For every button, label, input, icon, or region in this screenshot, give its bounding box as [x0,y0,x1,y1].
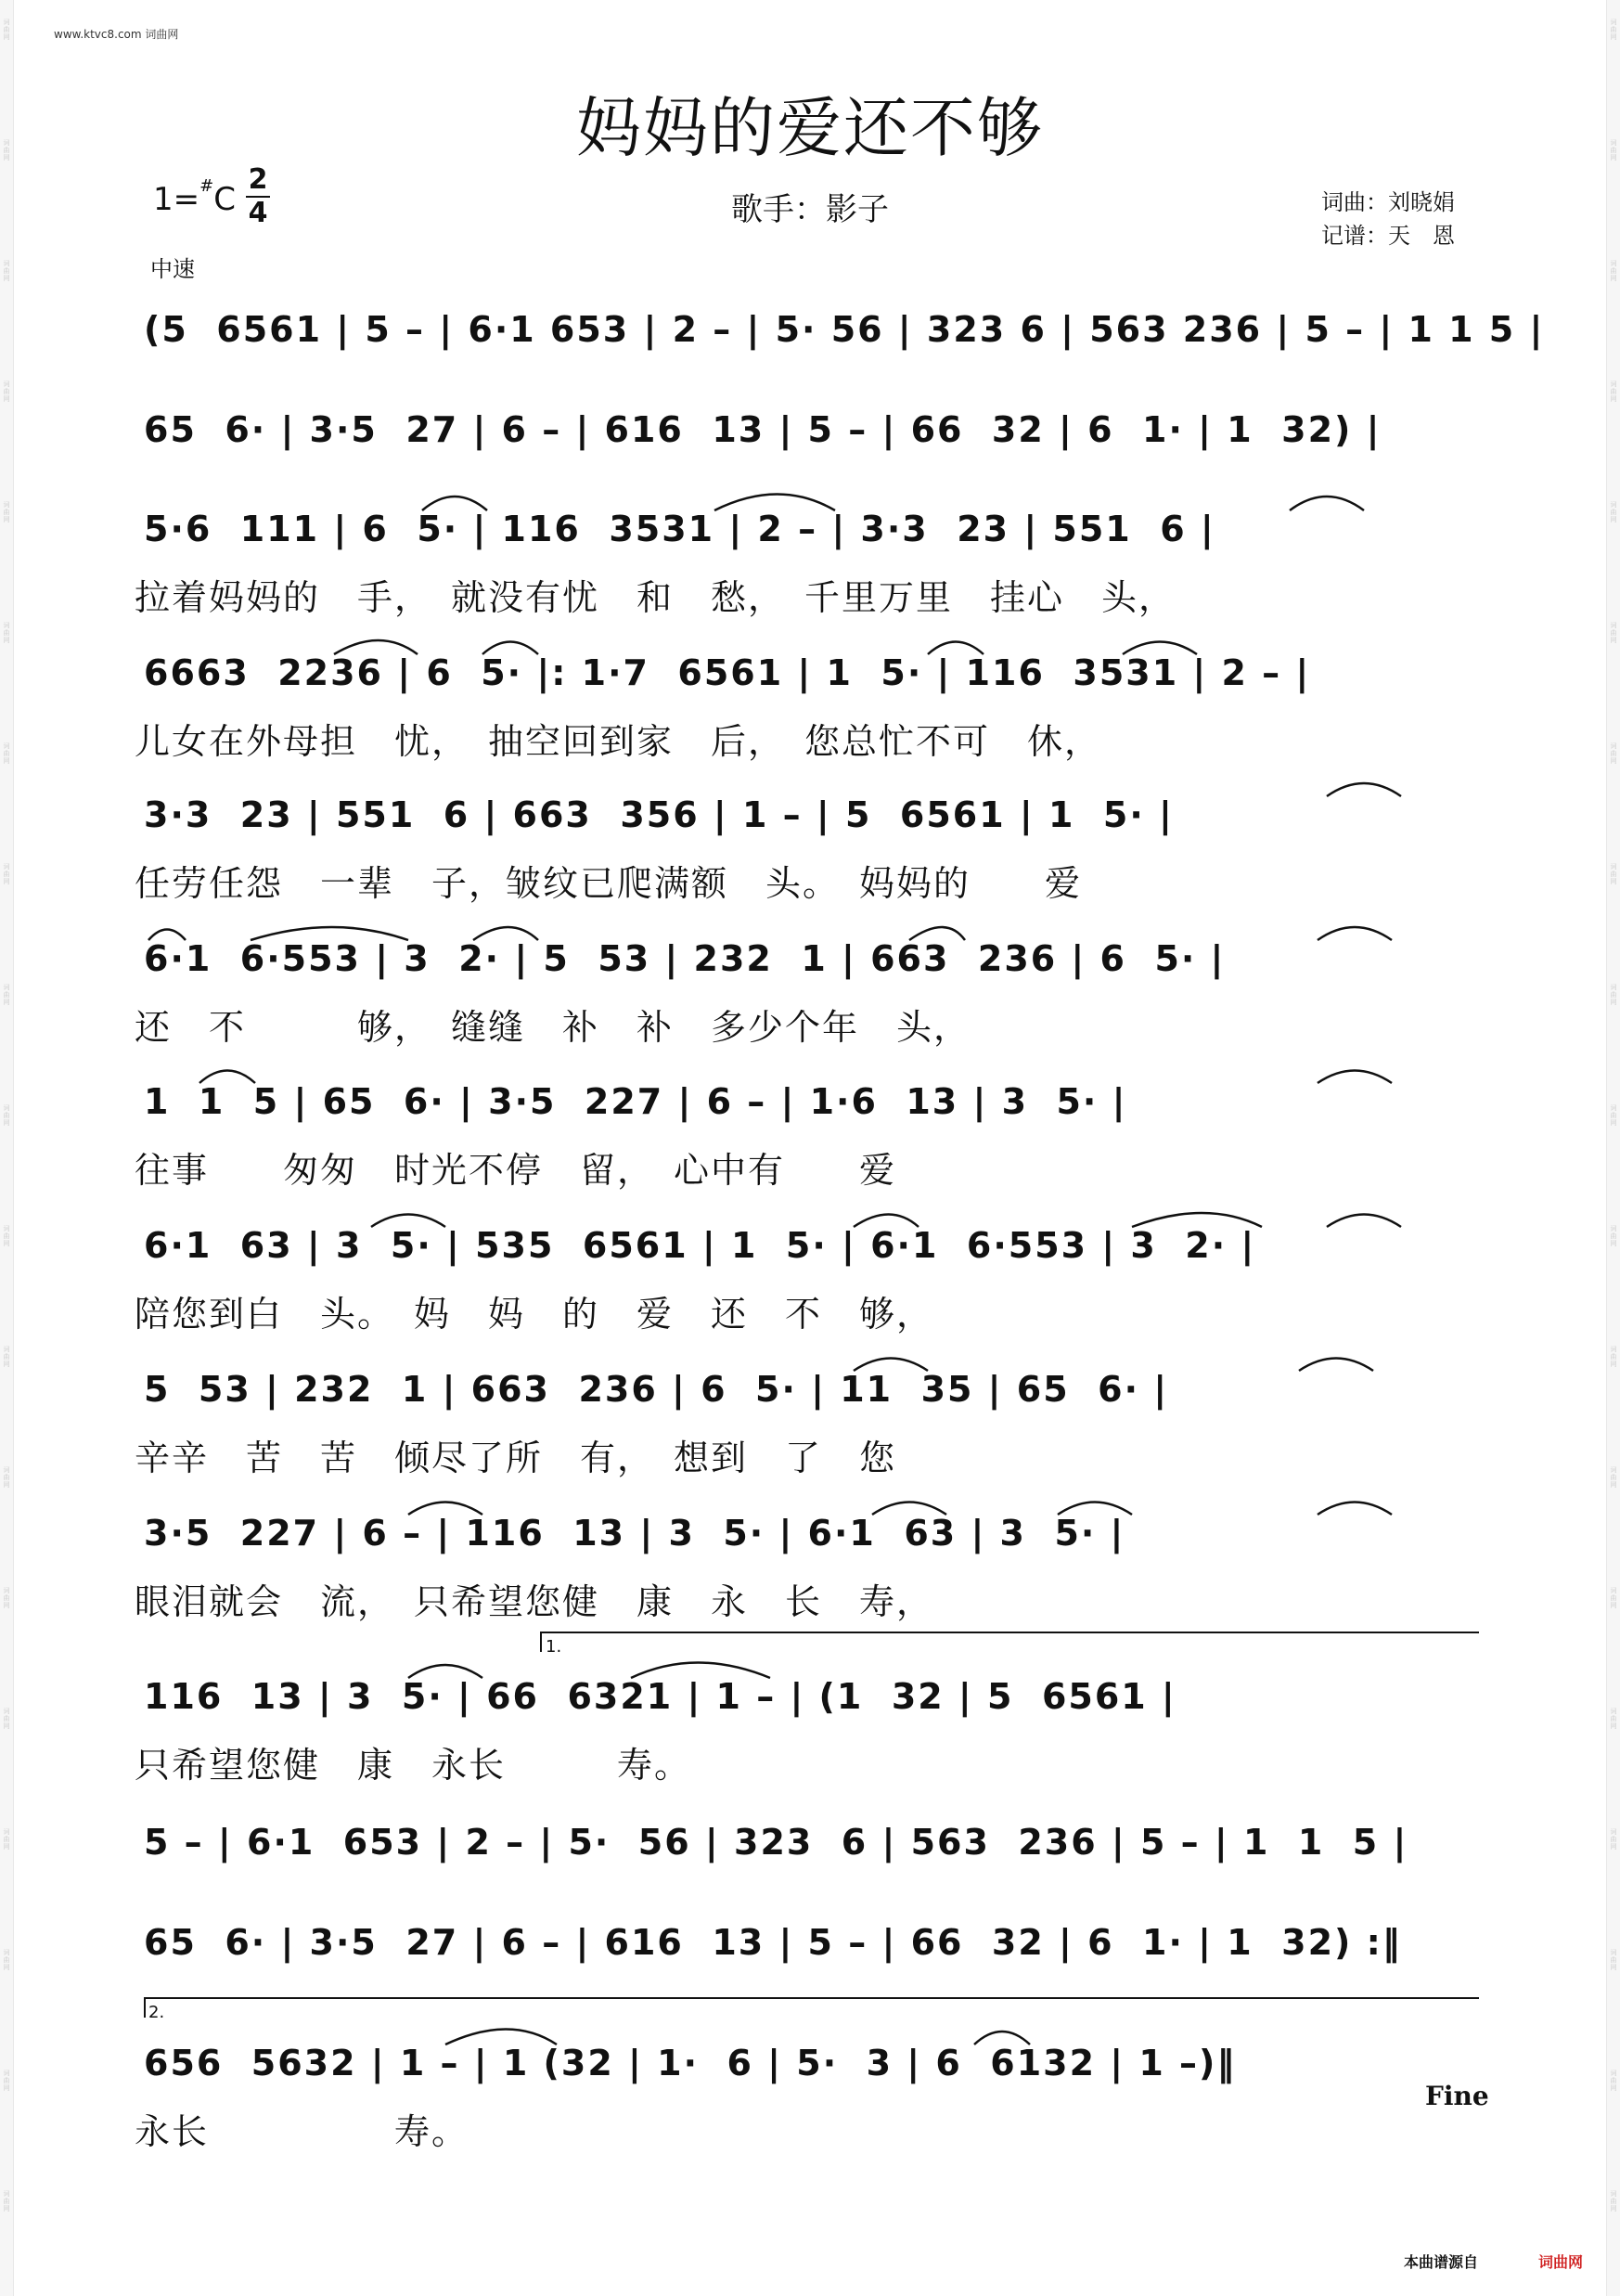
side-watermark-text: 词曲网 [3,381,10,403]
side-watermark-text: 词曲网 [3,1587,10,1609]
time-top: 2 [248,163,268,196]
side-watermark-text: 词曲网 [1610,1346,1617,1368]
side-watermark-text: 词曲网 [1610,1949,1617,1971]
lyrics-line-7: 往事 匆匆 时光不停 留， 心中有 爱 [135,1150,897,1191]
volta-bracket-2 [144,1997,1479,2018]
lyrics-line-10: 眼泪就会 流， 只希望您健 康 永 长 寿， [135,1581,934,1622]
score-system-11: 116 13 | 3 5· | 66 6321 | 1 – | (1 32 | 5 6561 | [144,1676,1176,1717]
sharp-symbol: # [199,175,214,196]
score-system-13: 65 6· | 3·5 27 | 6 – | 616 13 | 5 – | 66 32 | 6 1· | 1 32) :‖ [144,1922,1402,1963]
side-watermark-text: 词曲网 [1610,19,1617,41]
footer-logo: 词曲网 [1538,2253,1584,2271]
left-margin-strip [0,0,14,2296]
lyrics-line-3: 拉着妈妈的 手， 就没有忧 和 愁， 千里万里 挂心 头， [135,577,1176,618]
side-watermark-text: 词曲网 [1610,260,1617,282]
side-watermark-text: 词曲网 [3,1466,10,1489]
key-letter: C [213,181,236,218]
lyrics-line-8: 陪您到白 头。 妈 妈 的 爱 还 不 够， [135,1294,934,1335]
volta-number-1: 1. [546,1637,562,1657]
fine-marking: Fine [1425,2081,1489,2111]
side-watermark-text: 词曲网 [1610,1466,1617,1489]
credit-lyrics-music: 词曲：刘晓娟 [1321,189,1455,215]
side-watermark-text: 词曲网 [3,1949,10,1971]
side-watermark-text: 词曲网 [1610,2190,1617,2212]
side-watermark-text: 词曲网 [3,742,10,765]
score-system-12: 5 – | 6·1 653 | 2 – | 5· 56 | 323 6 | 563 236 | 5 – | 1 1 5 | [144,1822,1408,1863]
side-watermark-text: 词曲网 [1610,1587,1617,1609]
side-watermark-text: 词曲网 [3,2190,10,2212]
volta-bracket-1 [540,1632,1479,1652]
side-watermark-text: 词曲网 [3,139,10,161]
singer-label: 歌手：影子 [731,191,889,228]
score-system-9: 5 53 | 232 1 | 663 236 | 6 5· | 11 35 | 65 6· | [144,1369,1169,1410]
credit-notation: 记谱：天 恩 [1321,223,1455,249]
side-watermark-text: 词曲网 [3,501,10,523]
side-watermark-text: 词曲网 [1610,381,1617,403]
credits [1321,186,1455,252]
side-watermark-text: 词曲网 [1610,863,1617,885]
lyrics-line-14: 永长 寿。 [135,2111,469,2152]
score-system-3: 5·6 111 | 6 5· | 116 3531 | 2 – | 3·3 23 | 551 6 | [144,509,1215,549]
side-watermark-text: 词曲网 [1610,742,1617,765]
lyrics-line-6: 还 不 够， 缝缝 补 补 多少个年 头， [135,1007,971,1048]
right-margin-strip [1606,0,1620,2296]
side-watermark-text: 词曲网 [3,1828,10,1851]
lyrics-line-5: 任劳任怨 一辈 子，皱纹已爬满额 头。 妈妈的 爱 [135,863,1083,904]
lyrics-line-4: 儿女在外母担 忧， 抽空回到家 后， 您总忙不可 休， [135,721,1102,762]
side-watermark-text: 词曲网 [3,1346,10,1368]
site-url: www.ktvc8.com 词曲网 [54,28,179,41]
side-watermark-text: 词曲网 [1610,984,1617,1006]
side-watermark-text: 词曲网 [1610,501,1617,523]
song-title: 妈妈的爱还不够 [576,90,1044,166]
side-watermark-text: 词曲网 [3,260,10,282]
side-watermark-text: 词曲网 [3,2070,10,2092]
side-watermark-text: 词曲网 [3,984,10,1006]
side-watermark-text: 词曲网 [3,1708,10,1730]
score-system-6: 6·1 6·553 | 3 2· | 5 53 | 232 1 | 663 236 | 6 5· | [144,938,1226,979]
side-watermark-text: 词曲网 [1610,1225,1617,1247]
side-watermark-text: 词曲网 [3,1104,10,1127]
side-watermark-text: 词曲网 [3,622,10,644]
tempo-marking: 中速 [150,256,195,282]
score-system-4: 6663 2236 | 6 5· |: 1·7 6561 | 1 5· | 116 3531 | 2 – | [144,652,1311,693]
side-watermark-text: 词曲网 [1610,622,1617,644]
side-watermark-text: 词曲网 [1610,1828,1617,1851]
side-watermark-text: 词曲网 [3,1225,10,1247]
score-system-2: 65 6· | 3·5 27 | 6 – | 616 13 | 5 – | 66 32 | 6 1· | 1 32) | [144,409,1382,450]
lyrics-line-11: 只希望您健 康 永长 寿。 [135,1745,692,1786]
score-system-7: 1 1 5 | 65 6· | 3·5 227 | 6 – | 1·6 13 | 3 5· | [144,1081,1127,1122]
key-prefix: 1= [153,181,200,218]
side-watermark-text: 词曲网 [1610,1104,1617,1127]
lyrics-line-9: 辛辛 苦 苦 倾尽了所 有， 想到 了 您 [135,1438,897,1478]
score-system-10: 3·5 227 | 6 – | 116 13 | 3 5· | 6·1 63 | 3 5· | [144,1513,1125,1554]
volta-number-2: 2. [148,2003,165,2022]
side-watermark-text: 词曲网 [1610,1708,1617,1730]
score-system-14: 656 5632 | 1 – | 1 (32 | 1· 6 | 5· 3 | 6 6132 | 1 –)‖ [144,2043,1237,2083]
score-system-8: 6·1 63 | 3 5· | 535 6561 | 1 5· | 6·1 6·553 | 3 2· | [144,1225,1256,1266]
side-watermark-text: 词曲网 [1610,2070,1617,2092]
footer-source-text: 本曲谱源自 [1404,2253,1479,2271]
score-system-1: (5 6561 | 5 – | 6·1 653 | 2 – | 5· 56 | 323 6 | 563 236 | 5 – | 1 1 5 | [144,309,1545,350]
score-system-5: 3·3 23 | 551 6 | 663 356 | 1 – | 5 6561 | 1 5· | [144,794,1174,835]
side-watermark-text: 词曲网 [3,863,10,885]
side-watermark-text: 词曲网 [1610,139,1617,161]
time-bottom: 4 [248,197,268,229]
side-watermark-text: 词曲网 [3,19,10,41]
